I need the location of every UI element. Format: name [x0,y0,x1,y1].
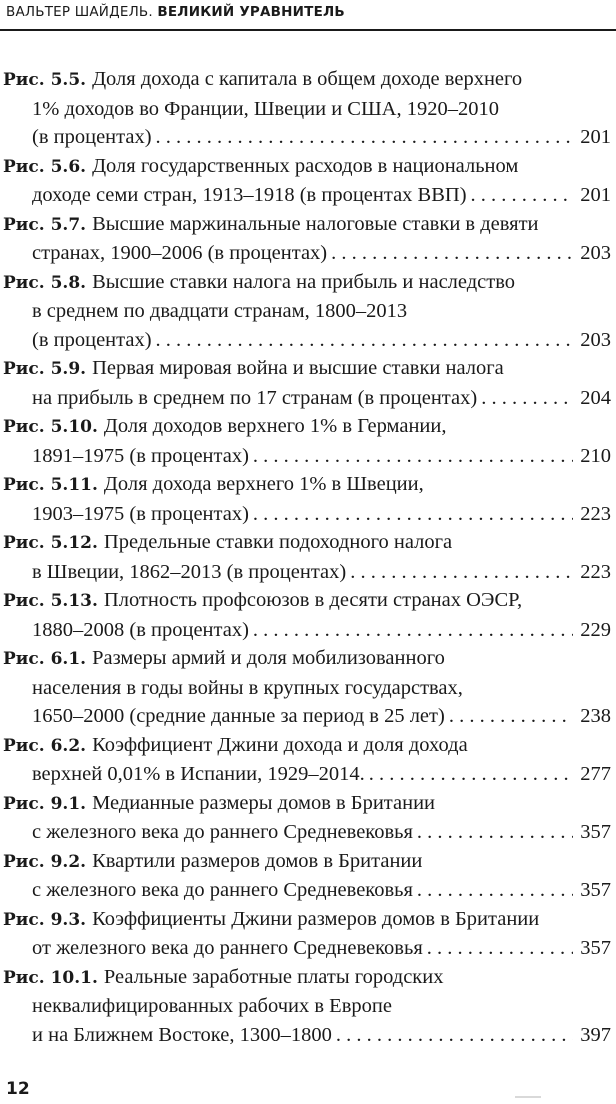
page-number: 12 [6,1079,30,1099]
dot-leader [336,1021,573,1050]
figure-caption-text: Квартили размеров домов в Британии [92,849,423,872]
dot-leader [417,876,573,905]
page-ref: 223 [580,560,611,583]
figure-caption-text: Высшие маржинальные налоговые ставки в девяти [92,212,539,235]
figure-caption-text: населения в годы войны в крупных государствах, [32,676,463,699]
page-ref: 223 [580,502,611,525]
dot-leader [156,123,573,152]
figure-caption-text: Доля дохода с капитала в общем доходе верхнего [92,68,523,90]
figure-caption-text: 1880–2008 (в процентах) [32,618,249,641]
figure-caption-text: в среднем по двадцати странам, 1800–2013 [32,300,408,322]
figure-label: Рис. 6.1. [3,649,87,669]
entry-line [3,616,611,645]
figure-label: Рис. 5.11. [3,475,98,495]
entry-line [3,702,611,731]
figure-list [3,65,611,1049]
entry-line [3,586,611,616]
entry-line [3,442,611,471]
figure-entry [3,847,611,905]
figure-caption-text: Коэффициенты Джини размеров домов в Британии [92,907,540,930]
dot-leader [417,818,573,847]
figure-entry [3,152,611,210]
page-ref: 277 [580,763,611,785]
entry-line [3,847,611,877]
figure-entry [3,412,611,470]
entry-line [3,297,611,326]
figure-entry [3,905,611,963]
entry-line [3,65,611,95]
entry-line [3,558,611,587]
dot-leader [427,934,573,963]
figure-label: Рис. 5.10. [3,417,98,437]
figure-entry [3,789,611,847]
page-ref: 210 [580,444,611,467]
figure-label: Рис. 9.2. [3,851,87,872]
figure-caption-text: Доля дохода верхнего 1% в Швеции, [103,473,424,495]
figure-caption-text: (в процентах) [32,126,152,148]
figure-caption-text: Реальные заработные платы городских [103,965,444,988]
figure-caption-text: Коэффициент Джини дохода и доля дохода [92,733,468,756]
figure-entry [3,963,611,1050]
entry-line [3,934,611,963]
figure-entry [3,731,611,789]
entry-line [3,210,611,240]
dot-leader [253,500,573,529]
entry-line [3,1021,611,1050]
figure-caption-text: Первая мировая война и высшие ставки налога [92,357,504,379]
figure-caption-text: Медианные размеры домов в Британии [92,791,436,814]
figure-caption-text: странах, 1900–2006 (в процентах) [32,242,328,264]
figure-label: Рис. 9.3. [3,909,87,930]
entry-line [3,152,611,182]
figure-label: Рис. 5.9. [3,359,87,379]
figure-caption-text: Предельные ставки подоходного налога [103,531,453,553]
header-rule [0,29,616,31]
page-ref: 204 [580,386,611,409]
entry-line [3,500,611,529]
figure-entry [3,586,611,644]
entry-line [3,963,611,993]
entry-line [3,239,611,268]
dot-leader [253,616,573,645]
figure-label: Рис. 5.7. [3,214,87,235]
dot-leader [253,442,573,471]
page-ref: 201 [580,184,611,206]
entry-line [3,905,611,935]
figure-label: Рис. 5.12. [3,533,98,553]
dot-leader [369,760,573,789]
figure-caption-text: с железного века до раннего Средневековья [32,879,413,901]
dot-leader [449,702,573,731]
page-ref: 203 [580,328,611,351]
footer-mark [515,1096,541,1098]
entry-line [3,528,611,558]
dot-leader [350,558,573,587]
figure-label: Рис. 5.5. [3,70,87,90]
dot-leader [331,239,573,268]
figure-entry [3,470,611,528]
entry-line [3,181,611,210]
entry-line [3,123,611,152]
figure-caption-text: верхней 0,01% в Испании, 1929–2014. [32,763,365,785]
entry-line [3,674,611,703]
entry-line [3,470,611,500]
page-ref: 357 [580,937,611,959]
dot-leader [481,384,573,413]
figure-entry [3,65,611,152]
running-head-author: ВАЛЬТЕР ШАЙДЕЛЬ. [6,4,153,20]
figure-caption-text: неквалифицированных рабочих в Европе [32,995,392,1017]
entry-line [3,326,611,355]
figure-caption-text: Доля доходов верхнего 1% в Германии, [103,415,447,437]
figure-caption-text: 1891–1975 (в процентах) [32,444,249,467]
figure-entry [3,268,611,355]
figure-caption-text: Размеры армий и доля мобилизованного [92,647,445,669]
figure-label: Рис. 5.6. [3,156,87,177]
entry-line [3,354,611,384]
entry-line [3,384,611,413]
dot-leader [156,326,573,355]
figure-label: Рис. 5.13. [3,591,98,611]
entry-line [3,992,611,1021]
entry-line [3,818,611,847]
figure-caption-text: Доля государственных расходов в национальном [92,154,519,177]
figure-label: Рис. 9.1. [3,793,87,814]
page-ref: 229 [580,618,611,641]
figure-caption-text: 1% доходов во Франции, Швеции и США, 1920–2010 [32,97,499,120]
figure-label: Рис. 10.1. [3,967,98,988]
figure-caption-text: доходе семи стран, 1913–1918 (в процентах ВВП) [32,184,467,206]
entry-line [3,95,611,124]
figure-caption-text: от железного века до раннего Средневековья [32,937,423,959]
figure-caption-text: Высшие ставки налога на прибыль и наследство [92,270,516,293]
entry-line [3,412,611,442]
page-ref: 203 [580,242,611,264]
figure-caption-text: 1650–2000 (средние данные за период в 25 лет) [32,705,445,727]
entry-line [3,876,611,905]
figure-label: Рис. 6.2. [3,735,87,756]
running-head [6,4,345,20]
page-ref: 357 [580,879,611,901]
running-head-title: ВЕЛИКИЙ УРАВНИТЕЛЬ [157,4,345,20]
entry-line [3,731,611,761]
entry-line [3,268,611,298]
figure-label: Рис. 5.8. [3,272,87,293]
figure-caption-text: в Швеции, 1862–2013 (в процентах) [32,560,347,583]
figure-caption-text: на прибыль в среднем по 17 странам (в процентах) [32,386,478,409]
page-ref: 397 [580,1023,611,1046]
figure-caption-text: и на Ближнем Востоке, 1300–1800 [32,1023,332,1046]
entry-line [3,760,611,789]
dot-leader [471,181,573,210]
entry-line [3,789,611,819]
page-ref: 201 [580,126,611,148]
figure-caption-text: (в процентах) [32,328,152,351]
figure-entry [3,210,611,268]
figure-entry [3,644,611,731]
figure-entry [3,354,611,412]
figure-caption-text: 1903–1975 (в процентах) [32,502,249,525]
entry-line [3,644,611,674]
page-ref: 238 [580,705,611,727]
figure-caption-text: с железного века до раннего Средневековья [32,821,413,843]
page-ref: 357 [580,821,611,843]
figure-caption-text: Плотность профсоюзов в десяти странах ОЭСР, [103,589,523,611]
figure-entry [3,528,611,586]
